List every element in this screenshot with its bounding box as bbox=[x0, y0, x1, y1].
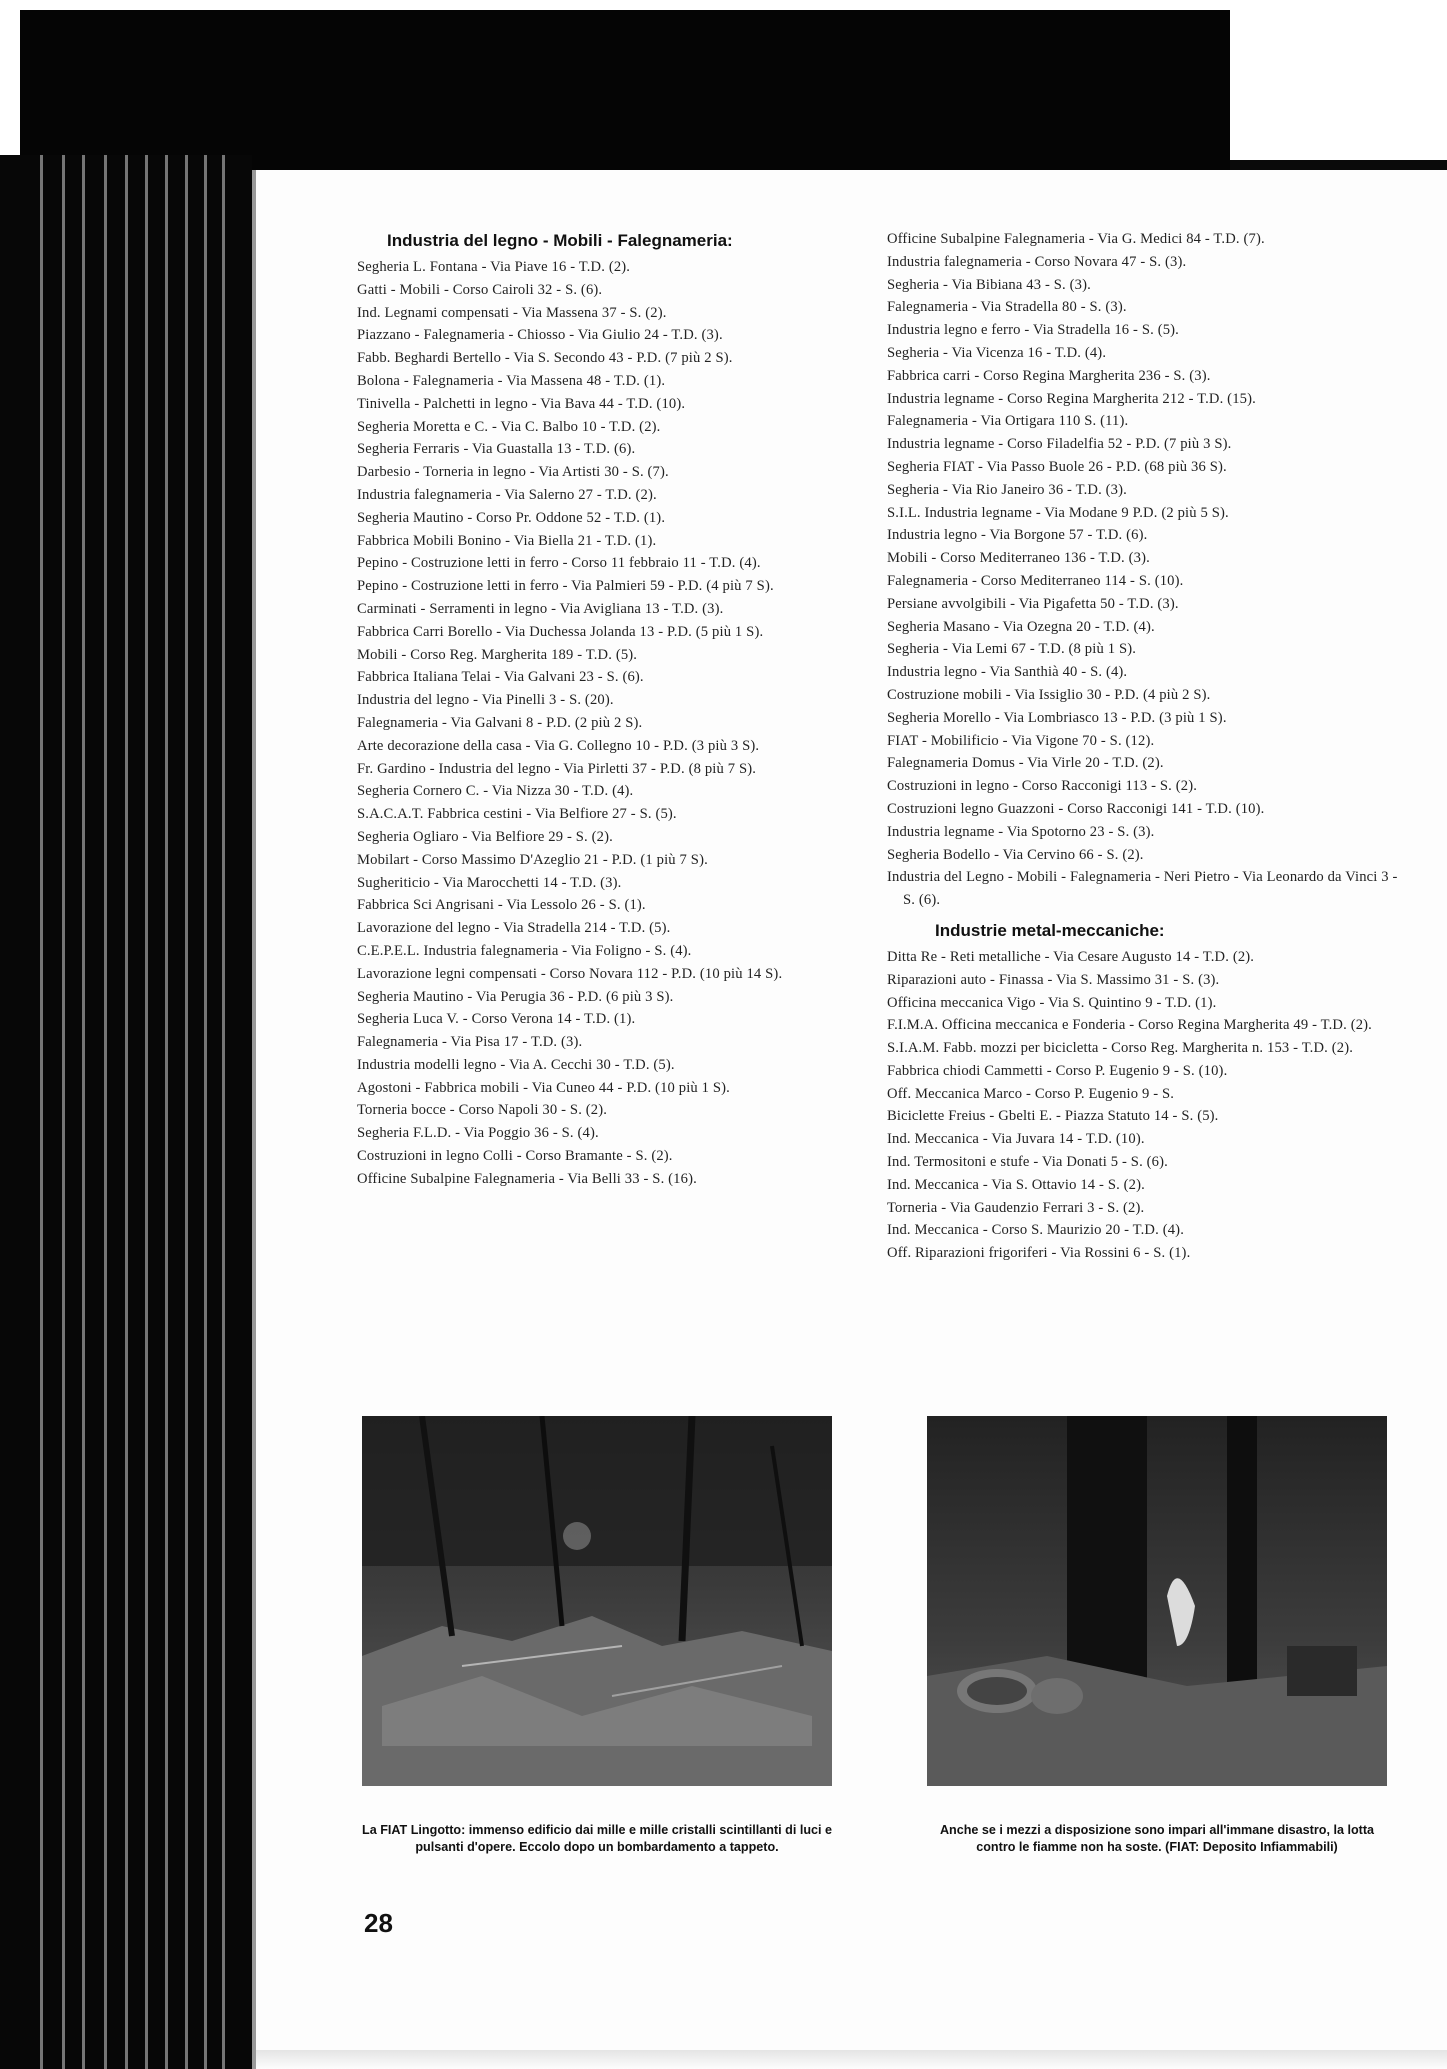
directory-entry: Biciclette Freius - Gbelti E. - Piazza Statuto 14 - S. (5). bbox=[887, 1108, 1219, 1125]
directory-entry: Segheria Ferraris - Via Guastalla 13 - T.D. (6). bbox=[357, 441, 636, 458]
page-edge-line bbox=[145, 155, 148, 2069]
right-column bbox=[887, 228, 1407, 1265]
directory-entry: Riparazioni auto - Finassa - Via S. Massimo 31 - S. (3). bbox=[887, 971, 1220, 988]
directory-entry: C.E.P.E.L. Industria falegnameria - Via Foligno - S. (4). bbox=[357, 942, 692, 959]
directory-entry: Segheria Ogliaro - Via Belfiore 29 - S. (2). bbox=[357, 828, 613, 845]
metal-list bbox=[887, 946, 1407, 1265]
directory-entry: Industria legno - Via Borgone 57 - T.D. (6). bbox=[887, 527, 1148, 544]
directory-entry: Sugheriticio - Via Marocchetti 14 - T.D. (3). bbox=[357, 874, 622, 891]
legno-list-continued bbox=[887, 228, 1407, 912]
page-edge-line bbox=[204, 155, 207, 2069]
directory-entry: Lavorazione legni compensati - Corso Novara 112 - P.D. (10 più 14 S). bbox=[357, 965, 783, 982]
directory-entry: Pepino - Costruzione letti in ferro - Corso 11 febbraio 11 - T.D. (4). bbox=[357, 555, 761, 572]
directory-entry: S.I.A.M. Fabb. mozzi per bicicletta - Corso Reg. Margherita n. 153 - T.D. (2). bbox=[887, 1040, 1354, 1057]
directory-entry: Segheria FIAT - Via Passo Buole 26 - P.D. (68 più 36 S). bbox=[887, 458, 1227, 475]
directory-entry: Segheria Luca V. - Corso Verona 14 - T.D. (1). bbox=[357, 1011, 636, 1028]
directory-entry: Costruzioni legno Guazzoni - Corso Racconigi 141 - T.D. (10). bbox=[887, 800, 1265, 817]
page-gutter-edge bbox=[252, 170, 256, 2069]
legno-list bbox=[357, 256, 825, 1191]
directory-entry: Fabbrica Sci Angrisani - Via Lessolo 26 - S. (1). bbox=[357, 897, 646, 914]
directory-entry: Officina meccanica Vigo - Via S. Quintino 9 - T.D. (1). bbox=[887, 994, 1217, 1011]
directory-entry: Torneria - Via Gaudenzio Ferrari 3 - S. (2). bbox=[887, 1199, 1145, 1216]
directory-entry: Costruzioni in legno - Corso Racconigi 113 - S. (2). bbox=[887, 778, 1198, 795]
directory-entry: Torneria bocce - Corso Napoli 30 - S. (2). bbox=[357, 1102, 608, 1119]
directory-entry: Fabb. Beghardi Bertello - Via S. Secondo 43 - P.D. (7 più 2 S). bbox=[357, 350, 733, 367]
bombed-building-photo bbox=[362, 1416, 832, 1786]
directory-entry: Industria legno - Via Santhià 40 - S. (4). bbox=[887, 664, 1128, 681]
directory-entry: Segheria Bodello - Via Cervino 66 - S. (2). bbox=[887, 846, 1144, 863]
directory-entry: Mobili - Corso Reg. Margherita 189 - T.D. (5). bbox=[357, 646, 638, 663]
page-edge-line bbox=[185, 155, 188, 2069]
directory-entry: Off. Meccanica Marco - Corso P. Eugenio 9 - S. bbox=[887, 1085, 1175, 1102]
directory-entry: S.I.L. Industria legname - Via Modane 9 P.D. (2 più 5 S). bbox=[887, 504, 1229, 521]
directory-entry: Off. Riparazioni frigoriferi - Via Rossini 6 - S. (1). bbox=[887, 1245, 1191, 1262]
directory-entry: Gatti - Mobili - Corso Cairoli 32 - S. (6). bbox=[357, 281, 603, 298]
page-number: 28 bbox=[364, 1908, 393, 1938]
directory-entry: Industria legno e ferro - Via Stradella 16 - S. (5). bbox=[887, 322, 1179, 339]
directory-entry: Segheria Masano - Via Ozegna 20 - T.D. (4). bbox=[887, 618, 1155, 635]
directory-entry: Costruzione mobili - Via Issiglio 30 - P.D. (4 più 2 S). bbox=[887, 686, 1211, 703]
directory-entry: Industria falegnameria - Corso Novara 47 - S. (3). bbox=[887, 253, 1187, 270]
directory-entry: Fabbrica Italiana Telai - Via Galvani 23 - S. (6). bbox=[357, 669, 644, 686]
directory-entry: Industria legname - Via Spotorno 23 - S. (3). bbox=[887, 823, 1155, 840]
directory-entry: Falegnameria Domus - Via Virle 20 - T.D. (2). bbox=[887, 755, 1164, 772]
directory-entry: Industria falegnameria - Via Salerno 27 - T.D. (2). bbox=[357, 486, 657, 503]
directory-entry: Falegnameria - Via Galvani 8 - P.D. (2 più 2 S). bbox=[357, 714, 643, 731]
directory-entry: Pepino - Costruzione letti in ferro - Via Palmieri 59 - P.D. (4 più 7 S). bbox=[357, 578, 774, 595]
directory-entry: Fabbrica Mobili Bonino - Via Biella 21 - T.D. (1). bbox=[357, 532, 657, 549]
directory-entry: Industria legname - Corso Filadelfia 52 - P.D. (7 più 3 S). bbox=[887, 436, 1232, 453]
page-bottom-edge bbox=[252, 2050, 1447, 2069]
page-edge-line bbox=[40, 155, 43, 2069]
directory-entry: S.A.C.A.T. Fabbrica cestini - Via Belfiore 27 - S. (5). bbox=[357, 806, 677, 823]
directory-entry: Industria modelli legno - Via A. Cecchi 30 - T.D. (5). bbox=[357, 1056, 675, 1073]
directory-entry: Falegnameria - Via Ortigara 110 S. (11). bbox=[887, 413, 1129, 430]
page-edge-line bbox=[82, 155, 85, 2069]
section-heading-metal: Industrie metal-meccaniche: bbox=[935, 920, 1165, 940]
directory-entry: Bolona - Falegnameria - Via Massena 48 - T.D. (1). bbox=[357, 372, 666, 389]
page-edge-line bbox=[165, 155, 168, 2069]
directory-entry: Costruzioni in legno Colli - Corso Bramante - S. (2). bbox=[357, 1148, 673, 1165]
directory-entry: Ditta Re - Reti metalliche - Via Cesare Augusto 14 - T.D. (2). bbox=[887, 948, 1255, 965]
directory-entry: Segheria F.L.D. - Via Poggio 36 - S. (4). bbox=[357, 1125, 599, 1142]
caption-right: Anche se i mezzi a disposizione sono impari all'immane disastro, la lotta contro le fiamme non ha soste. (FIAT: Deposito Infiammabili) bbox=[939, 1823, 1375, 1854]
directory-entry: Segheria Moretta e C. - Via C. Balbo 10 - T.D. (2). bbox=[357, 418, 661, 435]
page-edge-line bbox=[62, 155, 65, 2069]
firefighting-photo bbox=[927, 1416, 1387, 1786]
page-edge-line bbox=[104, 155, 107, 2069]
directory-entry: Lavorazione del legno - Via Stradella 214 - T.D. (5). bbox=[357, 920, 671, 937]
directory-entry: Falegnameria - Via Stradella 80 - S. (3). bbox=[887, 299, 1127, 316]
directory-entry: Mobilart - Corso Massimo D'Azeglio 21 - P.D. (1 più 7 S). bbox=[357, 851, 708, 868]
page-edge-line bbox=[125, 155, 128, 2069]
directory-entry: Ind. Meccanica - Via Juvara 14 - T.D. (10). bbox=[887, 1131, 1145, 1148]
directory-entry: Segheria - Via Rio Janeiro 36 - T.D. (3). bbox=[887, 481, 1127, 498]
directory-entry: F.I.M.A. Officina meccanica e Fonderia - Corso Regina Margherita 49 - T.D. (2). bbox=[887, 1017, 1372, 1034]
book-binding bbox=[0, 155, 252, 2069]
directory-entry: Segheria Mautino - Corso Pr. Oddone 52 - T.D. (1). bbox=[357, 509, 666, 526]
directory-entry: Segheria L. Fontana - Via Piave 16 - T.D. (2). bbox=[357, 259, 631, 275]
directory-entry: Segheria - Via Vicenza 16 - T.D. (4). bbox=[887, 344, 1107, 361]
directory-entry: Industria del legno - Via Pinelli 3 - S. (20). bbox=[357, 692, 614, 709]
directory-entry: Tinivella - Palchetti in legno - Via Bava 44 - T.D. (10). bbox=[357, 395, 686, 412]
directory-entry: Darbesio - Torneria in legno - Via Artisti 30 - S. (7). bbox=[357, 464, 669, 481]
directory-entry: Segheria Mautino - Via Perugia 36 - P.D. (6 più 3 S). bbox=[357, 988, 674, 1005]
directory-entry: Officine Subalpine Falegnameria - Via Belli 33 - S. (16). bbox=[357, 1170, 697, 1187]
directory-entry: Falegnameria - Corso Mediterraneo 114 - S. (10). bbox=[887, 572, 1184, 589]
directory-entry: Arte decorazione della casa - Via G. Collegno 10 - P.D. (3 più 3 S). bbox=[357, 737, 760, 754]
section-heading-legno: Industria del legno - Mobili - Falegnameria: bbox=[387, 231, 733, 250]
directory-entry: Industria legname - Corso Regina Margherita 212 - T.D. (15). bbox=[887, 390, 1256, 407]
directory-entry: Segheria - Via Bibiana 43 - S. (3). bbox=[887, 276, 1091, 293]
directory-entry: Mobili - Corso Mediterraneo 136 - T.D. (3). bbox=[887, 550, 1150, 567]
directory-entry: Fabbrica carri - Corso Regina Margherita 236 - S. (3). bbox=[887, 367, 1211, 384]
caption-left: La FIAT Lingotto: immenso edificio dai mille e mille cristalli scintillanti di luci e pulsanti d'opere. Eccolo dopo un bombardamento a tappeto. bbox=[362, 1823, 833, 1854]
directory-entry: Carminati - Serramenti in legno - Via Avigliana 13 - T.D. (3). bbox=[357, 600, 724, 617]
directory-entry: Persiane avvolgibili - Via Pigafetta 50 - T.D. (3). bbox=[887, 595, 1179, 612]
directory-entry: Falegnameria - Via Pisa 17 - T.D. (3). bbox=[357, 1034, 583, 1051]
scan-shadow-top bbox=[20, 10, 1230, 170]
directory-entry: Segheria - Via Lemi 67 - T.D. (8 più 1 S). bbox=[887, 641, 1137, 658]
directory-entry: Agostoni - Fabbrica mobili - Via Cuneo 44 - P.D. (10 più 1 S). bbox=[357, 1079, 730, 1096]
directory-entry: Fabbrica chiodi Cammetti - Corso P. Eugenio 9 - S. (10). bbox=[887, 1062, 1228, 1079]
directory-entry: Ind. Meccanica - Corso S. Maurizio 20 - T.D. (4). bbox=[887, 1222, 1184, 1239]
directory-entry: Ind. Meccanica - Via S. Ottavio 14 - S. (2). bbox=[887, 1176, 1145, 1193]
directory-entry: Fabbrica Carri Borello - Via Duchessa Jolanda 13 - P.D. (5 più 1 S). bbox=[357, 623, 764, 640]
directory-entry: Segheria Morello - Via Lombriasco 13 - P.D. (3 più 1 S). bbox=[887, 709, 1227, 726]
directory-entry: Segheria Cornero C. - Via Nizza 30 - T.D. (4). bbox=[357, 783, 634, 800]
page-edge-line bbox=[222, 155, 225, 2069]
directory-entry: Industria del Legno - Mobili - Falegnameria - Neri Pietro - Via Leonardo da Vinci 3 - S. (6). bbox=[887, 869, 1398, 909]
directory-entry: Piazzano - Falegnameria - Chiosso - Via Giulio 24 - T.D. (3). bbox=[357, 327, 723, 344]
directory-entry: Ind. Legnami compensati - Via Massena 37 - S. (2). bbox=[357, 304, 667, 321]
left-column bbox=[357, 228, 825, 1191]
directory-entry: FIAT - Mobilificio - Via Vigone 70 - S. (12). bbox=[887, 732, 1155, 749]
directory-entry: Fr. Gardino - Industria del legno - Via Pirletti 37 - P.D. (8 più 7 S). bbox=[357, 760, 757, 777]
book-page bbox=[252, 170, 1447, 2069]
directory-entry: Ind. Termositoni e stufe - Via Donati 5 - S. (6). bbox=[887, 1154, 1168, 1171]
directory-entry: Officine Subalpine Falegnameria - Via G. Medici 84 - T.D. (7). bbox=[887, 231, 1265, 247]
